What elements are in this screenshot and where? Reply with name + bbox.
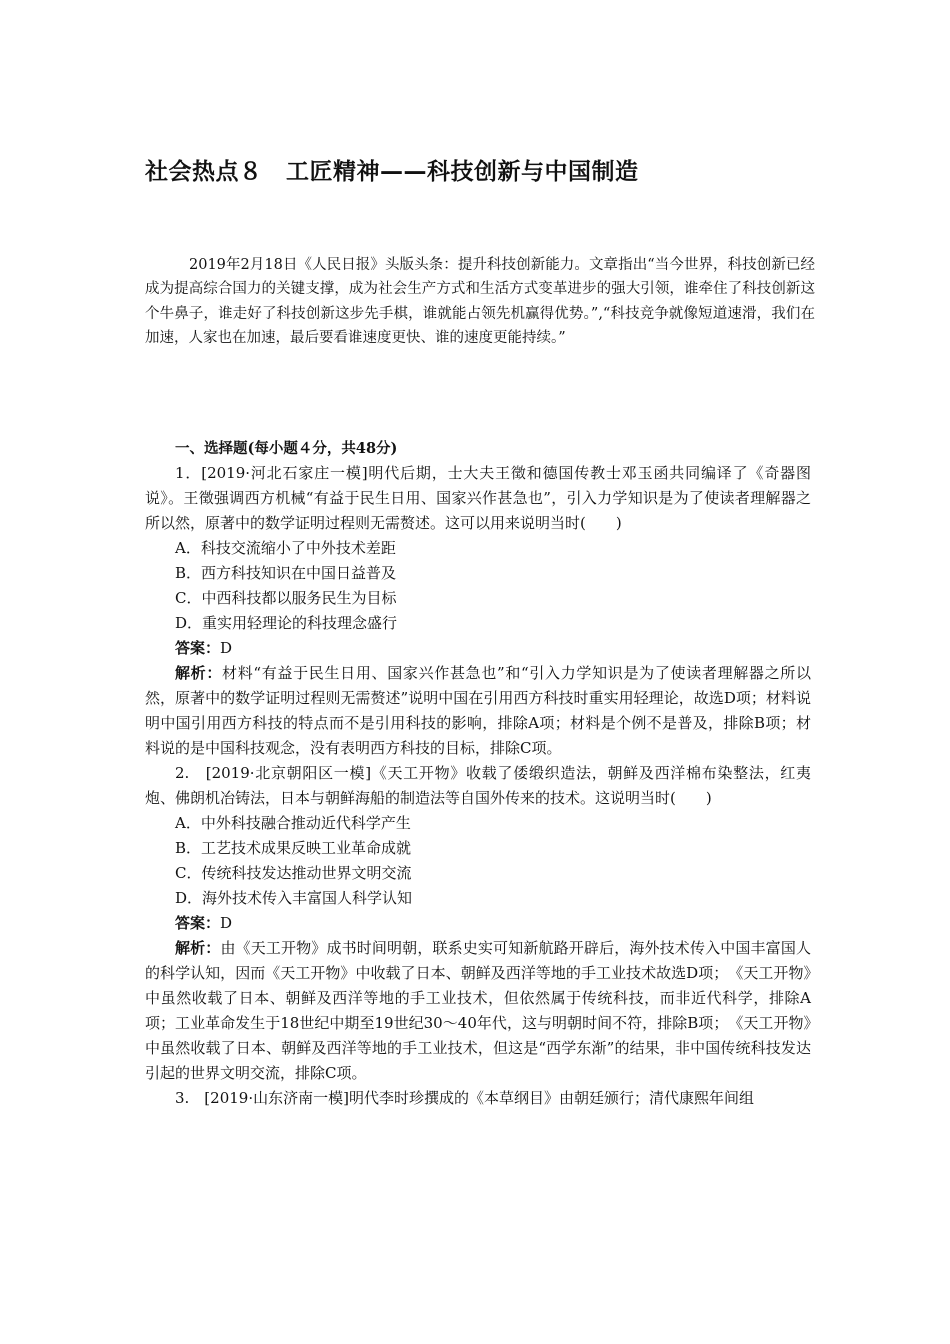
intro-paragraph: 2019年2月18日《人民日报》头版头条：提升科技创新能力。文章指出“当今世界，科技创新已经成为提高综合国力的关键支撑，成为社会生产方式和生活方式变革进步的强大引领，谁牵住了科技创新这个牛鼻子，谁走好了科技创新这步先手棋，谁就能占领先机赢得优势。”,“科技竞争就像短道速滑，我们在加速，人家也在加速，最后要看谁速度更快、谁的速度更能持续。”	[145, 256, 815, 346]
question-2-analysis	[145, 936, 811, 1086]
answer-label: 答案：	[175, 639, 221, 657]
question-1-option-a: A．科技交流缩小了中外技术差距	[175, 539, 396, 557]
question-1-analysis	[145, 661, 811, 761]
question-section	[145, 436, 811, 1111]
answer-label: 答案：	[175, 914, 221, 932]
analysis-label: 解析：	[175, 939, 221, 957]
question-1-option-c: C．中西科技都以服务民生为目标	[175, 589, 397, 607]
question-1-answer	[145, 636, 811, 661]
question-1-option-d: D．重实用轻理论的科技理念盛行	[175, 614, 398, 632]
question-2-answer	[145, 911, 811, 936]
page-title: 社会热点８ 工匠精神——科技创新与中国制造	[145, 159, 639, 185]
question-1-stem: 1．[2019·河北石家庄一模]明代后期，士大夫王徵和德国传教士邓玉函共同编译了《奇器图说》。王徵强调西方机械“有益于民生日用、国家兴作甚急也”，引入力学知识是为了使读者理解器之所以然，原著中的数学证明过程则无需赘述。这可以用来说明当时( )	[145, 464, 811, 532]
analysis-label: 解析：	[175, 664, 223, 682]
question-2-analysis-text: 由《天工开物》成书时间明朝，联系史实可知新航路开辟后，海外技术传入中国丰富国人的科学认知，因而《天工开物》中收载了日本、朝鲜及西洋等地的手工业技术故选D项； 《天工开物》中虽然收载了日本、朝鲜及西洋等地的手工业技术，但依然属于传统科技，而非近代科学，排除A项；工业革命发生于18世纪中期至19世纪30～40年代，这与明朝时间不符，排除B项； 《天工开物》中虽然收载了日本、朝鲜及西洋等地的手工业技术，但这是“西学东渐”的结果，非中国传统科技发达引起的世界文明交流，排除C项。	[145, 939, 811, 1082]
question-3-stem: 3. [2019·山东济南一模]明代李时珍撰成的《本草纲目》由朝廷颁行；清代康熙年间组	[175, 1089, 754, 1107]
question-2-answer-value: D	[220, 914, 233, 932]
question-2-option-c: C．传统科技发达推动世界文明交流	[175, 864, 412, 882]
question-2-option-d: D．海外技术传入丰富国人科学认知	[175, 889, 413, 907]
question-2-stem: 2. [2019·北京朝阳区一模]《天工开物》收载了倭缎织造法，朝鲜及西洋棉布染整法，红夷炮、佛朗机冶铸法，日本与朝鲜海船的制造法等自国外传来的技术。这说明当时( )	[145, 764, 811, 807]
section-heading: 一、选择题(每小题４分，共48分)	[175, 440, 398, 457]
question-1-option-b: B．西方科技知识在中国日益普及	[175, 564, 397, 582]
question-2-option-a: A．中外科技融合推动近代科学产生	[175, 814, 411, 832]
question-1-answer-value: D	[220, 639, 233, 657]
question-2-option-b: B．工艺技术成果反映工业革命成就	[175, 839, 412, 857]
question-1-analysis-text: 材料“有益于民生日用、国家兴作甚急也”和“引入力学知识是为了使读者理解器之所以然，原著中的数学证明过程则无需赘述”说明中国在引用西方科技时重实用轻理论，故选D项；材料说明中国引用西方科技的特点而不是引用科技的影响，排除A项；材料是个例不是普及，排除B项；材料说的是中国科技观念，没有表明西方科技的目标，排除C项。	[145, 664, 811, 757]
